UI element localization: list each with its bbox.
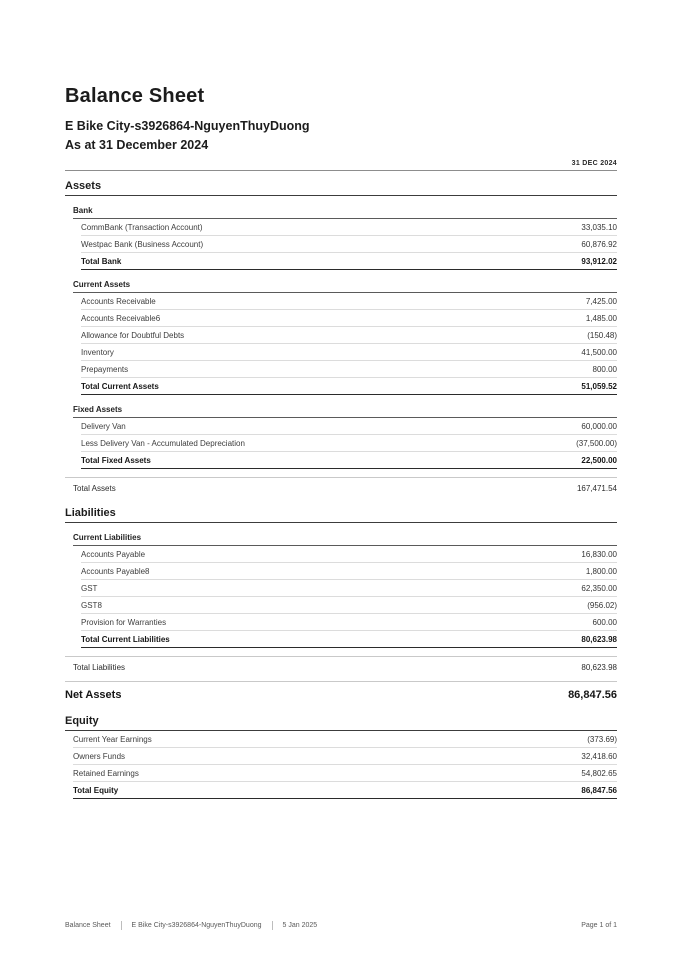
row-amount: 60,876.92 (581, 240, 617, 249)
section-assets (65, 180, 617, 493)
row-amount: (150.48) (587, 331, 617, 340)
row-amount: 1,485.00 (585, 314, 617, 323)
row-amount: 32,418.60 (581, 752, 617, 761)
group-rows-fixed-assets (81, 418, 617, 469)
row-amount: 93,912.02 (581, 257, 617, 266)
group-heading-fixed-assets: Fixed Assets (73, 405, 617, 418)
table-row (81, 236, 617, 253)
footer-print-date: 5 Jan 2025 (282, 922, 318, 929)
footer-org-name: E Bike City-s3926864-NguyenThuyDuong (131, 922, 262, 929)
row-label: Retained Earnings (73, 769, 139, 778)
row-label: GST (81, 584, 98, 593)
section-heading-equity: Equity (65, 715, 617, 731)
row-label: Accounts Payable (81, 550, 146, 559)
row-amount: 22,500.00 (581, 456, 617, 465)
row-amount: 7,425.00 (585, 297, 617, 306)
group-rows-current-liabilities (81, 546, 617, 648)
row-amount: 86,847.56 (581, 786, 617, 795)
row-label: CommBank (Transaction Account) (81, 223, 203, 232)
group-current-liabilities (73, 533, 617, 648)
report-date-line: As at 31 December 2024 (65, 138, 209, 152)
group-rows-bank (81, 219, 617, 270)
total-row-fixed-assets (81, 452, 617, 469)
row-amount: 62,350.00 (581, 584, 617, 593)
table-row (81, 597, 617, 614)
row-label: Owners Funds (73, 752, 126, 761)
group-bank (73, 206, 617, 270)
total-row-equity (73, 782, 617, 799)
row-amount: 167,471.54 (576, 484, 617, 493)
total-row-bank (81, 253, 617, 270)
footer-left (65, 921, 317, 930)
table-row (81, 418, 617, 435)
total-row-current-assets (81, 378, 617, 395)
row-label: Accounts Payable8 (81, 567, 150, 576)
row-amount: 51,059.52 (581, 382, 617, 391)
group-heading-current-assets: Current Assets (73, 280, 617, 293)
net-assets-amount: 86,847.56 (568, 689, 617, 701)
group-fixed-assets (73, 405, 617, 469)
group-heading-current-liabilities: Current Liabilities (73, 533, 617, 546)
table-row (81, 327, 617, 344)
group-rows-equity (73, 731, 617, 799)
row-label: Total Liabilities (73, 663, 126, 672)
column-header-date: 31 DEC 2024 (571, 160, 617, 167)
table-row (81, 361, 617, 378)
table-row (73, 731, 617, 748)
row-label: Accounts Receivable6 (81, 314, 161, 323)
row-amount: 1,800.00 (585, 567, 617, 576)
group-rows-current-assets (81, 293, 617, 395)
row-label: Allowance for Doubtful Debts (81, 331, 185, 340)
row-label: GST8 (81, 601, 102, 610)
row-label: Total Assets (73, 484, 116, 493)
row-label: Inventory (81, 348, 114, 357)
page-footer (65, 921, 617, 930)
row-amount: 80,623.98 (581, 635, 617, 644)
row-label: Total Fixed Assets (81, 456, 151, 465)
total-row-current-liabilities (81, 631, 617, 648)
row-amount: 54,802.65 (581, 769, 617, 778)
org-name: E Bike City-s3926864-NguyenThuyDuong (65, 119, 310, 133)
row-label: Current Year Earnings (73, 735, 152, 744)
table-row (81, 293, 617, 310)
row-label: Westpac Bank (Business Account) (81, 240, 204, 249)
net-assets-label: Net Assets (65, 689, 122, 701)
table-row (81, 563, 617, 580)
row-label: Provision for Warranties (81, 618, 167, 627)
column-header-row (65, 160, 617, 171)
section-equity (65, 715, 617, 799)
row-label: Total Current Assets (81, 382, 159, 391)
table-row (81, 580, 617, 597)
section-heading-assets: Assets (65, 180, 617, 196)
row-label: Total Bank (81, 257, 122, 266)
total-assets-row (65, 477, 617, 493)
row-amount: 600.00 (592, 618, 617, 627)
row-label: Delivery Van (81, 422, 126, 431)
row-amount: 800.00 (592, 365, 617, 374)
row-amount: 80,623.98 (581, 663, 617, 672)
row-label: Less Delivery Van - Accumulated Depreciation (81, 439, 245, 448)
table-row (81, 614, 617, 631)
row-amount: (373.69) (587, 735, 617, 744)
table-row (81, 546, 617, 563)
table-row (81, 344, 617, 361)
table-row (73, 765, 617, 782)
net-assets-row (65, 681, 617, 702)
row-amount: 33,035.10 (581, 223, 617, 232)
footer-separator (121, 921, 122, 930)
footer-doc-name: Balance Sheet (65, 922, 111, 929)
report-title: Balance Sheet (65, 85, 205, 107)
table-row (81, 310, 617, 327)
table-row (81, 435, 617, 452)
row-amount: 16,830.00 (581, 550, 617, 559)
row-label: Accounts Receivable (81, 297, 156, 306)
row-amount: 60,000.00 (581, 422, 617, 431)
row-amount: (956.02) (587, 601, 617, 610)
row-amount: (37,500.00) (576, 439, 617, 448)
section-heading-liabilities: Liabilities (65, 507, 617, 523)
table-row (81, 219, 617, 236)
group-current-assets (73, 280, 617, 395)
row-label: Total Equity (73, 786, 119, 795)
row-label: Prepayments (81, 365, 129, 374)
row-amount: 41,500.00 (581, 348, 617, 357)
table-row (73, 748, 617, 765)
total-liabilities-row (65, 656, 617, 672)
group-heading-bank: Bank (73, 206, 617, 219)
row-label: Total Current Liabilities (81, 635, 170, 644)
section-liabilities (65, 507, 617, 672)
footer-page-number: Page 1 of 1 (581, 922, 617, 929)
footer-separator (272, 921, 273, 930)
